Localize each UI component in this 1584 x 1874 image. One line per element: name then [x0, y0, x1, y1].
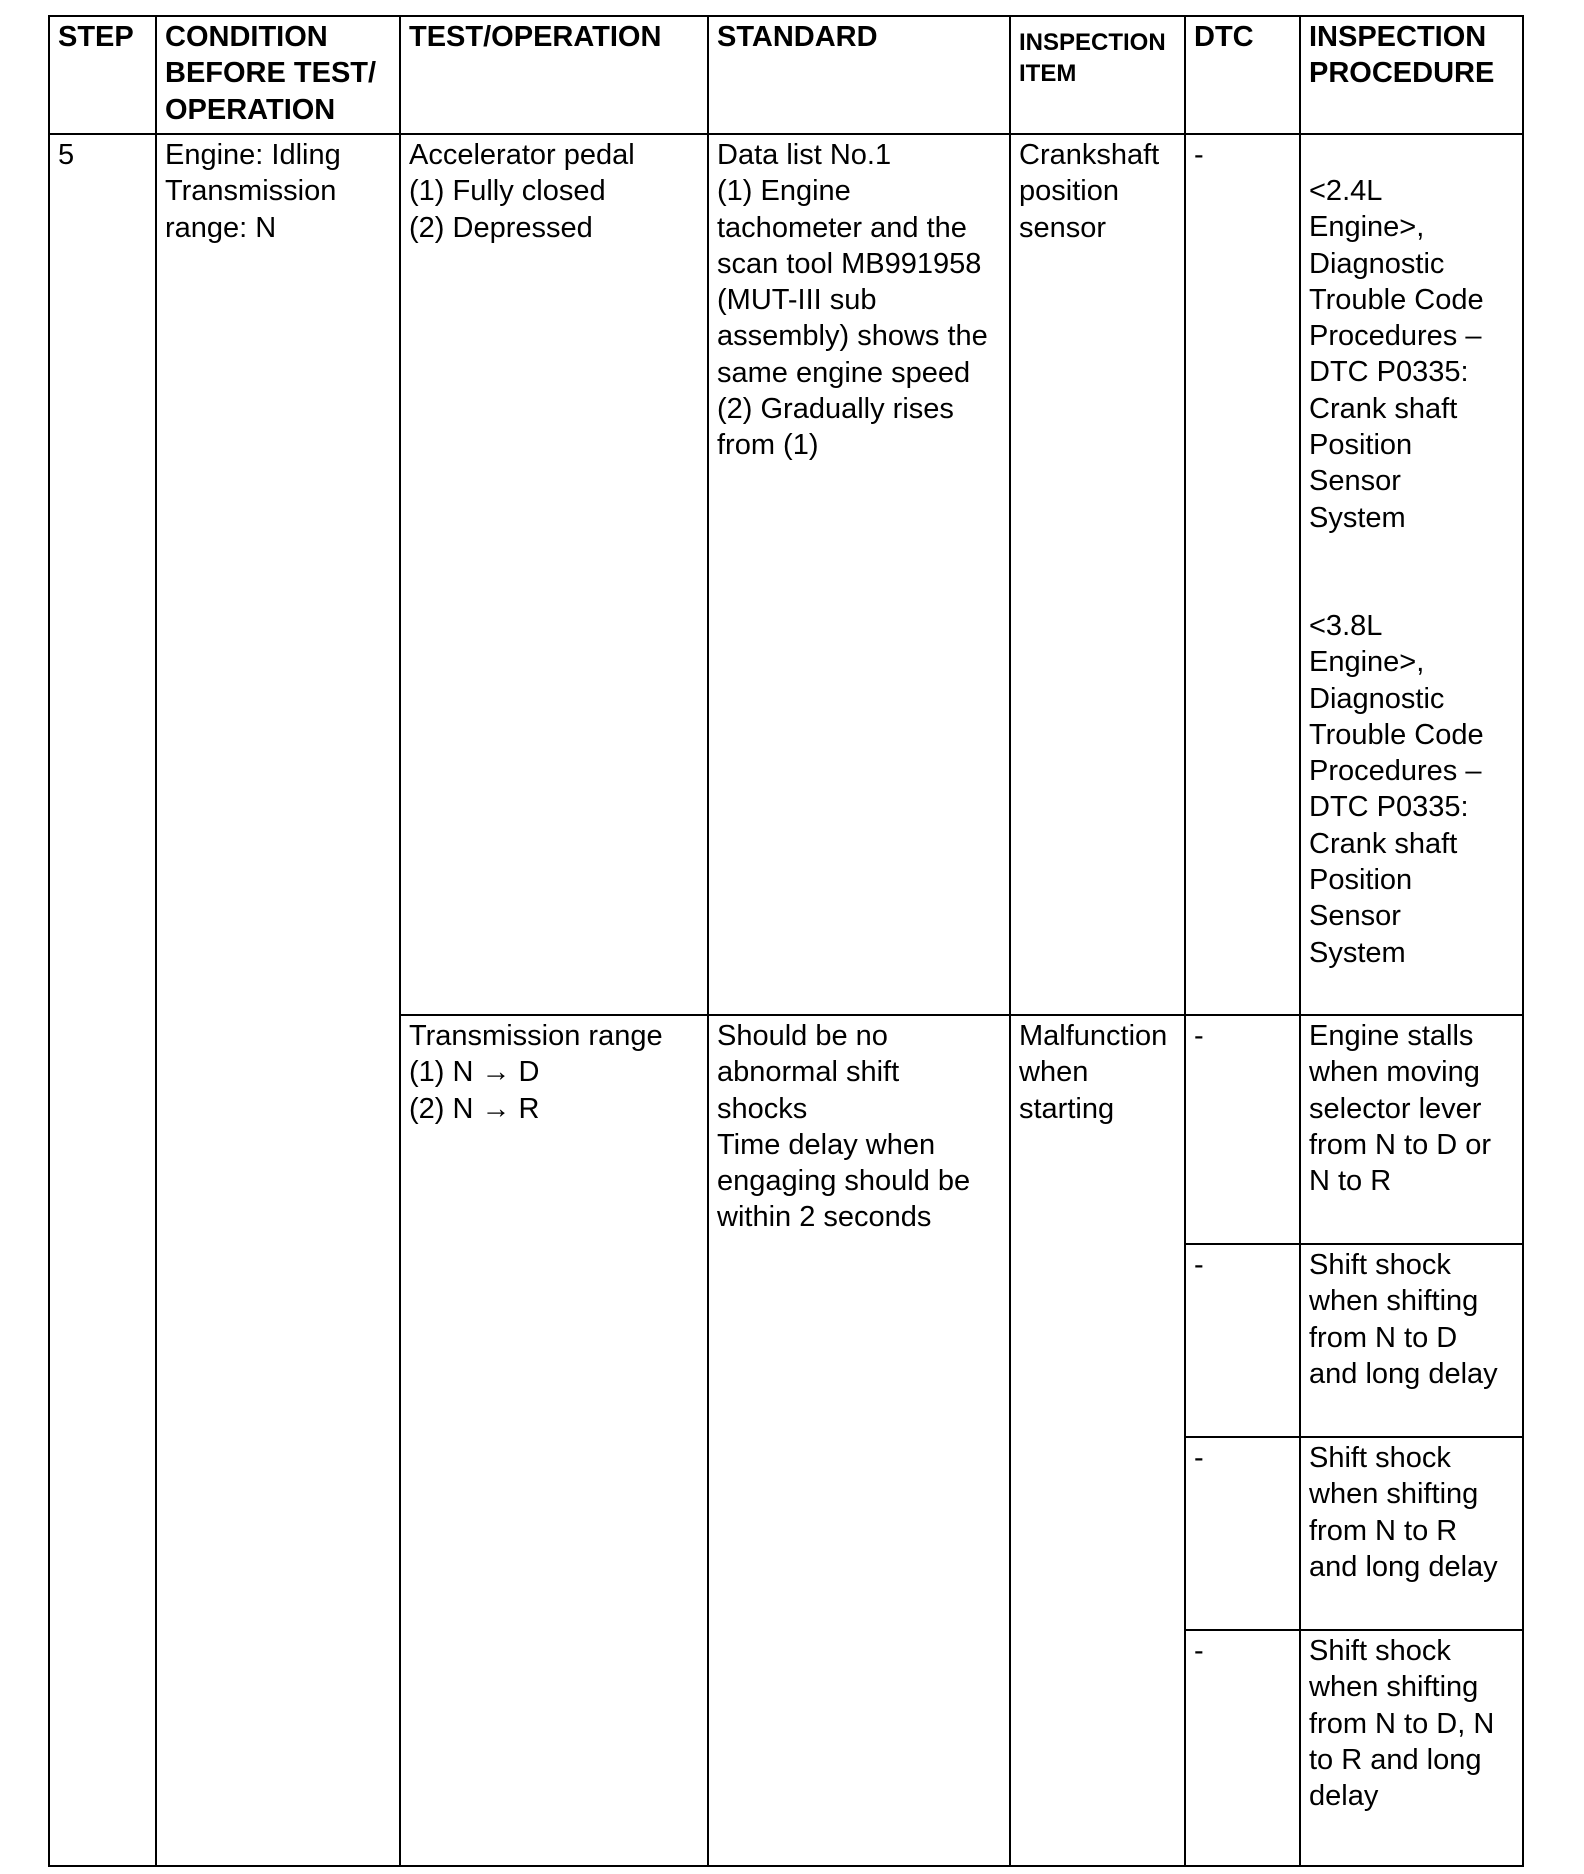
dtc-cell: -	[1185, 1630, 1300, 1866]
test-operation-cell: Accelerator pedal (1) Fully closed (2) Depressed	[400, 134, 708, 1015]
header-test-operation: TEST/OPERATION	[400, 16, 708, 134]
procedure-3-8l-engine: <3.8L Engine>, Diagnostic Trouble Code Procedures – DTC P0335: Crank shaft Position Sensor System	[1309, 609, 1484, 969]
spacer	[1309, 536, 1514, 608]
inspection-procedure-cell: Shift shock when shifting from N to D, N to R and long delay	[1300, 1630, 1523, 1866]
dtc-cell: -	[1185, 1437, 1300, 1630]
dtc-cell: -	[1185, 1244, 1300, 1437]
standard-cell: Should be no abnormal shift shocks Time delay when engaging should be within 2 seconds	[708, 1015, 1010, 1866]
header-row	[49, 16, 1523, 134]
inspection-item-cell: Malfunction when starting	[1010, 1015, 1185, 1866]
inspection-item-cell: Crankshaft position sensor	[1010, 134, 1185, 1015]
inspection-procedure-cell: Shift shock when shifting from N to R and long delay	[1300, 1437, 1523, 1630]
dtc-cell: -	[1185, 134, 1300, 1015]
header-inspection-item: INSPECTION ITEM	[1010, 16, 1185, 134]
table-row-accelerator	[49, 134, 1523, 1015]
inspection-procedure-cell	[1300, 134, 1523, 1015]
header-dtc: DTC	[1185, 16, 1300, 134]
inspection-procedure-cell: Engine stalls when moving selector lever from N to D or N to R	[1300, 1015, 1523, 1244]
procedure-2-4l-engine: <2.4L Engine>, Diagnostic Trouble Code Procedures – DTC P0335: Crank shaft Position Sensor System	[1309, 175, 1484, 534]
condition-cell: Engine: Idling Transmission range: N	[156, 134, 400, 1866]
dtc-cell: -	[1185, 1015, 1300, 1244]
test-operation-cell: Transmission range (1) N → D (2) N → R	[400, 1015, 708, 1866]
inspection-table	[48, 15, 1524, 1867]
header-condition: CONDITION BEFORE TEST/ OPERATION	[156, 16, 400, 134]
spacer	[1309, 137, 1514, 173]
header-step: STEP	[49, 16, 156, 134]
standard-cell: Data list No.1 (1) Engine tachometer and the scan tool MB991958 (MUT-III sub assembly) shows the same engine speed (2) Gradually rises from (1)	[708, 134, 1010, 1015]
inspection-procedure-cell: Shift shock when shifting from N to D and long delay	[1300, 1244, 1523, 1437]
header-standard: STANDARD	[708, 16, 1010, 134]
step-number-cell: 5	[49, 134, 156, 1866]
header-inspection-procedure: INSPECTION PROCEDURE	[1300, 16, 1523, 134]
